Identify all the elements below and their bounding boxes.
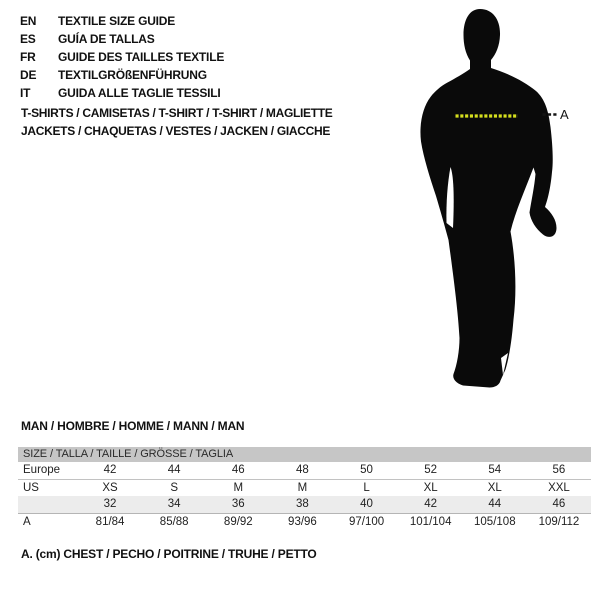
size-cell: XXL — [527, 479, 591, 496]
size-table-header: SIZE / TALLA / TAILLE / GRÖSSE / TAGLIA — [18, 447, 591, 462]
size-cell: XL — [399, 479, 463, 496]
size-table-grid — [18, 462, 591, 530]
size-cell: 34 — [142, 496, 206, 513]
size-cell: 40 — [335, 496, 399, 513]
lang-label: TEXTILGRÖßENFÜHRUNG — [58, 68, 207, 82]
size-cell: 89/92 — [206, 513, 270, 530]
size-cell: 101/104 — [399, 513, 463, 530]
lang-label: GUÍA DE TALLAS — [58, 32, 155, 46]
size-cell: 81/84 — [78, 513, 142, 530]
lang-row-fr — [20, 48, 224, 66]
size-table — [18, 447, 591, 530]
lang-row-es — [20, 30, 224, 48]
lang-code: DE — [20, 68, 37, 82]
size-cell: 105/108 — [463, 513, 527, 530]
row-label — [18, 496, 78, 513]
size-cell: 46 — [527, 496, 591, 513]
size-cell: 85/88 — [142, 513, 206, 530]
measurement-footnote: A. (cm) CHEST / PECHO / POITRINE / TRUHE / PETTO — [21, 547, 317, 561]
measurement-figure — [400, 0, 600, 400]
table-row-chest-cm — [18, 513, 591, 530]
tshirts-category-line: T-SHIRTS / CAMISETAS / T-SHIRT / T-SHIRT / MAGLIETTE — [21, 106, 333, 120]
size-cell: S — [142, 479, 206, 496]
size-cell: 109/112 — [527, 513, 591, 530]
row-label: US — [18, 479, 78, 496]
size-cell: 52 — [424, 464, 438, 477]
size-cell: M — [206, 479, 270, 496]
size-cell: XS — [78, 479, 142, 496]
size-cell: 97/100 — [335, 513, 399, 530]
size-cell: 36 — [206, 496, 270, 513]
table-row-europe — [18, 462, 591, 479]
lang-label: GUIDE DES TAILLES TEXTILE — [58, 50, 225, 64]
size-cell: 48 — [296, 464, 309, 477]
size-cell: L — [335, 479, 399, 496]
lang-code: IT — [20, 86, 31, 100]
man-silhouette-body — [420, 9, 556, 388]
size-cell: 56 — [552, 464, 566, 477]
size-cell: 44 — [167, 464, 181, 477]
table-row-us-letters — [18, 479, 591, 496]
size-cell: 44 — [463, 496, 527, 513]
size-cell: 93/96 — [270, 513, 334, 530]
table-row-us-numbers — [18, 496, 591, 513]
size-cell: 46 — [231, 464, 245, 477]
man-section-heading: MAN / HOMBRE / HOMME / MANN / MAN — [21, 419, 245, 433]
lang-code: EN — [20, 14, 37, 28]
lang-label: TEXTILE SIZE GUIDE — [58, 14, 176, 28]
size-cell: 50 — [360, 464, 373, 477]
size-cell: M — [270, 479, 334, 496]
row-label: Europe — [23, 464, 61, 477]
size-cell: 32 — [78, 496, 142, 513]
lang-row-it — [20, 84, 224, 102]
man-silhouette — [400, 0, 600, 400]
language-list — [20, 12, 224, 102]
row-label: A — [18, 513, 78, 530]
lang-code: ES — [20, 32, 36, 46]
lang-row-en — [20, 12, 224, 30]
size-cell: 42 — [103, 464, 117, 477]
measure-label-a: A — [560, 107, 569, 122]
garment-categories — [21, 104, 333, 140]
size-cell: 42 — [399, 496, 463, 513]
jackets-category-line: JACKETS / CHAQUETAS / VESTES / JACKEN / GIACCHE — [21, 124, 331, 138]
size-cell: 38 — [270, 496, 334, 513]
lang-code: FR — [20, 50, 36, 64]
lang-label: GUIDA ALLE TAGLIE TESSILI — [58, 86, 221, 100]
size-cell: 54 — [488, 464, 502, 477]
size-cell: XL — [463, 479, 527, 496]
lang-row-de — [20, 66, 224, 84]
